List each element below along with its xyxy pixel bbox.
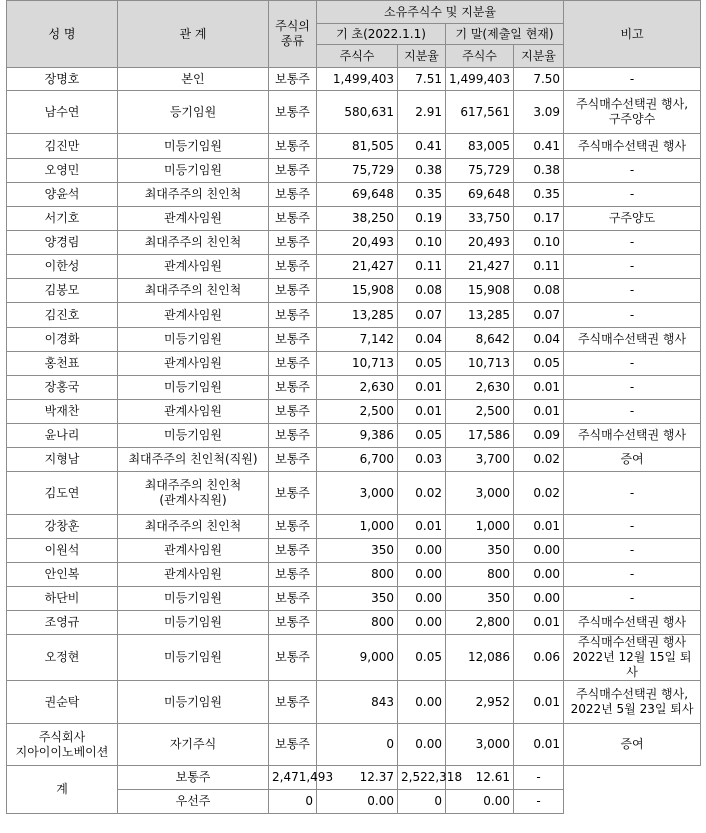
shares-end-cell: 617,561 (446, 91, 514, 134)
name-cell: 양경림 (7, 231, 118, 255)
ratio-begin-cell: 0.00 (398, 587, 446, 611)
shares-end-cell: 800 (446, 563, 514, 587)
shares-begin-cell: 75,729 (317, 159, 398, 183)
remark-cell: - (564, 563, 701, 587)
shares-begin-cell: 843 (317, 681, 398, 724)
ratio-end-cell: 0.01 (514, 611, 564, 635)
shares-end-cell: 33,750 (446, 207, 514, 231)
shares-end-cell: 2,800 (446, 611, 514, 635)
shares-end-cell: 2,630 (446, 376, 514, 400)
header-shares-begin: 주식수 (317, 45, 398, 68)
header-remark: 비고 (564, 1, 701, 68)
relation-cell: 미등기임원 (118, 376, 269, 400)
ratio-begin-cell: 0.05 (398, 352, 446, 376)
ratio-end-cell: 7.50 (514, 68, 564, 91)
name-cell: 김진호 (7, 303, 118, 328)
name-cell: 지형남 (7, 448, 118, 472)
remark-cell: 주식매수선택권 행사 (564, 611, 701, 635)
ratio-begin-cell: 0.00 (398, 611, 446, 635)
total-ratio-end: 0.00 (446, 790, 514, 814)
shares-end-cell: 10,713 (446, 352, 514, 376)
shares-begin-cell: 13,285 (317, 303, 398, 328)
name-cell: 양윤석 (7, 183, 118, 207)
ratio-end-cell: 0.04 (514, 328, 564, 352)
table-row (7, 681, 701, 724)
remark-cell: 주식매수선택권 행사 (564, 134, 701, 159)
table-row (7, 376, 701, 400)
ratio-begin-cell: 0.00 (398, 539, 446, 563)
shares-begin-cell: 2,500 (317, 400, 398, 424)
header-ratio-begin: 지분율 (398, 45, 446, 68)
name-cell: 남수연 (7, 91, 118, 134)
shares-end-cell: 8,642 (446, 328, 514, 352)
total-shares-end: 2,522,318 (398, 766, 446, 790)
header-shares-end: 주식수 (446, 45, 514, 68)
ratio-begin-cell: 0.19 (398, 207, 446, 231)
remark-cell: 주식매수선택권 행사 2022년 12월 15일 퇴사 (564, 635, 701, 681)
shares-begin-cell: 3,000 (317, 472, 398, 515)
ratio-begin-cell: 0.01 (398, 376, 446, 400)
shares-end-cell: 1,499,403 (446, 68, 514, 91)
total-shares-begin: 0 (269, 790, 317, 814)
table-row (7, 539, 701, 563)
ratio-end-cell: 0.01 (514, 376, 564, 400)
remark-cell: 증여 (564, 448, 701, 472)
table-row (7, 207, 701, 231)
relation-cell: 관계사임원 (118, 539, 269, 563)
stock-type-cell: 보통주 (269, 231, 317, 255)
name-cell: 안인복 (7, 563, 118, 587)
relation-cell: 최대주주의 친인척 (관계사직원) (118, 472, 269, 515)
table-row (7, 231, 701, 255)
relation-cell: 미등기임원 (118, 611, 269, 635)
table-row (7, 724, 701, 766)
name-cell: 장홍국 (7, 376, 118, 400)
table-row (7, 563, 701, 587)
name-cell: 박재찬 (7, 400, 118, 424)
remark-cell: - (564, 472, 701, 515)
shares-end-cell: 3,000 (446, 724, 514, 766)
ratio-begin-cell: 0.03 (398, 448, 446, 472)
shares-end-cell: 75,729 (446, 159, 514, 183)
ratio-begin-cell: 0.00 (398, 724, 446, 766)
relation-cell: 최대주주의 친인척 (118, 231, 269, 255)
relation-cell: 최대주주의 친인척 (118, 515, 269, 539)
remark-cell: - (564, 231, 701, 255)
shares-begin-cell: 0 (317, 724, 398, 766)
remark-cell: 증여 (564, 724, 701, 766)
shareholding-table (6, 0, 701, 814)
table-row (7, 400, 701, 424)
relation-cell: 미등기임원 (118, 134, 269, 159)
remark-cell: - (564, 255, 701, 279)
name-cell: 주식회사 지아이이노베이션 (7, 724, 118, 766)
name-cell: 조영규 (7, 611, 118, 635)
ratio-end-cell: 0.00 (514, 539, 564, 563)
header-end: 기 말(제출일 현재) (446, 24, 564, 45)
ratio-end-cell: 0.02 (514, 472, 564, 515)
table-row (7, 159, 701, 183)
shares-end-cell: 20,493 (446, 231, 514, 255)
remark-cell: - (564, 183, 701, 207)
ratio-begin-cell: 7.51 (398, 68, 446, 91)
shares-begin-cell: 81,505 (317, 134, 398, 159)
stock-type-cell: 보통주 (269, 515, 317, 539)
ratio-end-cell: 0.09 (514, 424, 564, 448)
total-shares-begin: 2,471,493 (269, 766, 317, 790)
stock-type-cell: 보통주 (269, 68, 317, 91)
name-cell: 김봉모 (7, 279, 118, 303)
shares-end-cell: 350 (446, 587, 514, 611)
name-cell: 김진만 (7, 134, 118, 159)
shares-begin-cell: 9,386 (317, 424, 398, 448)
relation-cell: 관계사임원 (118, 303, 269, 328)
table-row (7, 352, 701, 376)
table-row (7, 328, 701, 352)
remark-cell: 주식매수선택권 행사, 2022년 5월 23일 퇴사 (564, 681, 701, 724)
name-cell: 권순탁 (7, 681, 118, 724)
stock-type-cell: 보통주 (269, 183, 317, 207)
ratio-begin-cell: 0.41 (398, 134, 446, 159)
stock-type-cell: 보통주 (269, 400, 317, 424)
relation-cell: 미등기임원 (118, 328, 269, 352)
name-cell: 하단비 (7, 587, 118, 611)
ratio-end-cell: 0.05 (514, 352, 564, 376)
ratio-end-cell: 0.02 (514, 448, 564, 472)
table-row (7, 472, 701, 515)
total-remark: - (514, 766, 564, 790)
table-row (7, 611, 701, 635)
stock-type-cell: 보통주 (269, 424, 317, 448)
table-row (7, 91, 701, 134)
table-row (7, 303, 701, 328)
shares-begin-cell: 350 (317, 587, 398, 611)
shares-begin-cell: 580,631 (317, 91, 398, 134)
name-cell: 윤나리 (7, 424, 118, 448)
shares-end-cell: 2,500 (446, 400, 514, 424)
relation-cell: 관계사임원 (118, 207, 269, 231)
shares-end-cell: 21,427 (446, 255, 514, 279)
ratio-begin-cell: 0.11 (398, 255, 446, 279)
stock-type-cell: 보통주 (269, 587, 317, 611)
relation-cell: 본인 (118, 68, 269, 91)
ratio-begin-cell: 0.10 (398, 231, 446, 255)
shares-end-cell: 17,586 (446, 424, 514, 448)
header-stock-type: 주식의 종류 (269, 1, 317, 68)
stock-type-cell: 보통주 (269, 328, 317, 352)
shares-begin-cell: 38,250 (317, 207, 398, 231)
name-cell: 강창훈 (7, 515, 118, 539)
name-cell: 김도연 (7, 472, 118, 515)
ratio-end-cell: 0.41 (514, 134, 564, 159)
shares-end-cell: 1,000 (446, 515, 514, 539)
name-cell: 이원석 (7, 539, 118, 563)
table-row (7, 68, 701, 91)
name-cell: 이한성 (7, 255, 118, 279)
table-row (7, 587, 701, 611)
relation-cell: 최대주주의 친인척 (118, 279, 269, 303)
remark-cell: - (564, 68, 701, 91)
total-row-common (7, 766, 701, 790)
relation-cell: 미등기임원 (118, 635, 269, 681)
shares-begin-cell: 800 (317, 611, 398, 635)
header-begin: 기 초(2022.1.1) (317, 24, 446, 45)
relation-cell: 등기임원 (118, 91, 269, 134)
remark-cell: 구주양도 (564, 207, 701, 231)
stock-type-cell: 보통주 (269, 134, 317, 159)
name-cell: 장명호 (7, 68, 118, 91)
stock-type-cell: 보통주 (269, 635, 317, 681)
stock-type-cell: 보통주 (269, 279, 317, 303)
name-cell: 이경화 (7, 328, 118, 352)
ratio-end-cell: 0.06 (514, 635, 564, 681)
shares-begin-cell: 10,713 (317, 352, 398, 376)
total-type: 우선주 (118, 790, 269, 814)
ratio-begin-cell: 0.05 (398, 424, 446, 448)
header-name: 성 명 (7, 1, 118, 68)
relation-cell: 관계사임원 (118, 400, 269, 424)
total-remark: - (514, 790, 564, 814)
remark-cell: 주식매수선택권 행사, 구주양수 (564, 91, 701, 134)
shares-begin-cell: 9,000 (317, 635, 398, 681)
remark-cell: - (564, 400, 701, 424)
ratio-end-cell: 0.01 (514, 681, 564, 724)
stock-type-cell: 보통주 (269, 563, 317, 587)
shares-begin-cell: 1,000 (317, 515, 398, 539)
remark-cell: - (564, 539, 701, 563)
ratio-end-cell: 0.01 (514, 515, 564, 539)
ratio-end-cell: 0.01 (514, 724, 564, 766)
ratio-end-cell: 0.17 (514, 207, 564, 231)
relation-cell: 최대주주의 친인척(직원) (118, 448, 269, 472)
table-row (7, 515, 701, 539)
stock-type-cell: 보통주 (269, 472, 317, 515)
table-row (7, 635, 701, 681)
name-cell: 서기호 (7, 207, 118, 231)
remark-cell: - (564, 352, 701, 376)
table-row (7, 279, 701, 303)
relation-cell: 미등기임원 (118, 681, 269, 724)
relation-cell: 미등기임원 (118, 587, 269, 611)
ratio-end-cell: 0.01 (514, 400, 564, 424)
stock-type-cell: 보통주 (269, 539, 317, 563)
shares-begin-cell: 350 (317, 539, 398, 563)
ratio-end-cell: 0.00 (514, 587, 564, 611)
ratio-begin-cell: 0.00 (398, 681, 446, 724)
shares-begin-cell: 1,499,403 (317, 68, 398, 91)
shares-end-cell: 350 (446, 539, 514, 563)
relation-cell: 미등기임원 (118, 159, 269, 183)
relation-cell: 미등기임원 (118, 424, 269, 448)
table-row (7, 255, 701, 279)
remark-cell: - (564, 587, 701, 611)
table-row (7, 448, 701, 472)
stock-type-cell: 보통주 (269, 724, 317, 766)
relation-cell: 최대주주의 친인척 (118, 183, 269, 207)
shares-begin-cell: 69,648 (317, 183, 398, 207)
ratio-begin-cell: 0.01 (398, 515, 446, 539)
ratio-begin-cell: 0.00 (398, 563, 446, 587)
shares-end-cell: 3,700 (446, 448, 514, 472)
name-cell: 오정현 (7, 635, 118, 681)
table-row (7, 134, 701, 159)
header-ratio-end: 지분율 (514, 45, 564, 68)
shares-begin-cell: 800 (317, 563, 398, 587)
stock-type-cell: 보통주 (269, 352, 317, 376)
shares-end-cell: 15,908 (446, 279, 514, 303)
stock-type-cell: 보통주 (269, 303, 317, 328)
stock-type-cell: 보통주 (269, 376, 317, 400)
ratio-end-cell: 3.09 (514, 91, 564, 134)
remark-cell: - (564, 303, 701, 328)
total-type: 보통주 (118, 766, 269, 790)
stock-type-cell: 보통주 (269, 159, 317, 183)
header-holdings: 소유주식수 및 지분율 (317, 1, 564, 24)
ratio-end-cell: 0.11 (514, 255, 564, 279)
shares-end-cell: 69,648 (446, 183, 514, 207)
shares-begin-cell: 15,908 (317, 279, 398, 303)
ratio-end-cell: 0.08 (514, 279, 564, 303)
table-row (7, 424, 701, 448)
shares-end-cell: 83,005 (446, 134, 514, 159)
shares-end-cell: 3,000 (446, 472, 514, 515)
total-label: 계 (7, 766, 118, 814)
remark-cell: - (564, 279, 701, 303)
table-row (7, 183, 701, 207)
stock-type-cell: 보통주 (269, 681, 317, 724)
shares-end-cell: 2,952 (446, 681, 514, 724)
ratio-begin-cell: 0.35 (398, 183, 446, 207)
total-ratio-begin: 0.00 (317, 790, 398, 814)
remark-cell: - (564, 159, 701, 183)
remark-cell: 주식매수선택권 행사 (564, 328, 701, 352)
ratio-begin-cell: 0.02 (398, 472, 446, 515)
shares-begin-cell: 7,142 (317, 328, 398, 352)
relation-cell: 자기주식 (118, 724, 269, 766)
shares-begin-cell: 20,493 (317, 231, 398, 255)
shares-end-cell: 13,285 (446, 303, 514, 328)
shares-begin-cell: 2,630 (317, 376, 398, 400)
name-cell: 오영민 (7, 159, 118, 183)
shares-begin-cell: 21,427 (317, 255, 398, 279)
remark-cell: - (564, 515, 701, 539)
total-ratio-begin: 12.37 (317, 766, 398, 790)
ratio-end-cell: 0.35 (514, 183, 564, 207)
ratio-begin-cell: 0.04 (398, 328, 446, 352)
ratio-end-cell: 0.10 (514, 231, 564, 255)
stock-type-cell: 보통주 (269, 255, 317, 279)
ratio-end-cell: 0.00 (514, 563, 564, 587)
shares-begin-cell: 6,700 (317, 448, 398, 472)
ratio-begin-cell: 0.38 (398, 159, 446, 183)
ratio-end-cell: 0.07 (514, 303, 564, 328)
name-cell: 홍천표 (7, 352, 118, 376)
shares-end-cell: 12,086 (446, 635, 514, 681)
stock-type-cell: 보통주 (269, 207, 317, 231)
ratio-begin-cell: 2.91 (398, 91, 446, 134)
ratio-begin-cell: 0.01 (398, 400, 446, 424)
relation-cell: 관계사임원 (118, 255, 269, 279)
stock-type-cell: 보통주 (269, 91, 317, 134)
stock-type-cell: 보통주 (269, 448, 317, 472)
total-ratio-end: 12.61 (446, 766, 514, 790)
header-relation: 관 계 (118, 1, 269, 68)
total-shares-end: 0 (398, 790, 446, 814)
remark-cell: - (564, 376, 701, 400)
ratio-begin-cell: 0.08 (398, 279, 446, 303)
relation-cell: 관계사임원 (118, 563, 269, 587)
ratio-begin-cell: 0.07 (398, 303, 446, 328)
stock-type-cell: 보통주 (269, 611, 317, 635)
relation-cell: 관계사임원 (118, 352, 269, 376)
ratio-end-cell: 0.38 (514, 159, 564, 183)
remark-cell: 주식매수선택권 행사 (564, 424, 701, 448)
ratio-begin-cell: 0.05 (398, 635, 446, 681)
